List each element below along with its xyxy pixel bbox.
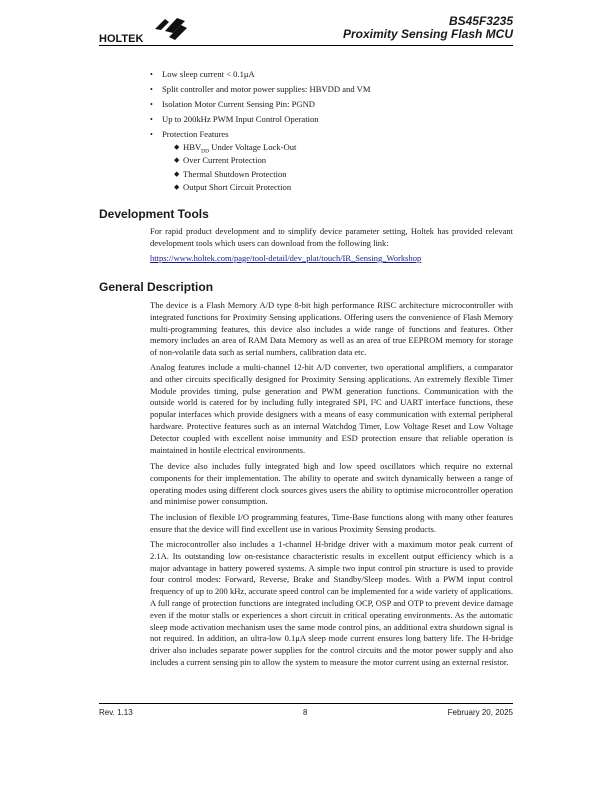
footer-revision: Rev. 1.13 [99,708,133,717]
development-tools-text: For rapid product development and to simplify device parameter setting, Holtek has provided relevant development tools which users can download from the following link: [150,226,513,248]
paragraph: The device is a Flash Memory A/D type 8-bit high performance RISC architecture microcontroller with integrated functions for Proximity Sensing applications. Offering users the convenience of Flash Memory multi-programming features, this device also includes a wide range of functions and features. Other memory includes an area of RAM Data Memory as well as an area of true EEPROM memory for storage of non-volatile data such as serial numbers, calibration data etc. [150,300,513,358]
list-item: • Up to 200kHz PWM Input Control Operation [150,114,319,124]
tool-download-link[interactable]: https://www.holtek.com/page/tool-detail/dev_plat/touch/IR_Sensing_Workshop [150,253,422,263]
document-title-block [343,15,513,41]
list-item: ◆ Over Current Protection [174,155,267,166]
section-heading-general-description: General Description [99,280,214,294]
bullet-icon: • [150,130,153,139]
list-item: ◆ Thermal Shutdown Protection [174,168,287,179]
paragraph: Analog features include a multi-channel 12-bit A/D converter, two operational amplifiers, a comparator and other circuits specifically designed for Proximity Sensing applications. An extremely flexible Timer Module provides timing, pulse generation and PWM generation functions. Communication with the outside world is catered for by including fully integrated SPI, I²C and UART interface functions, these popular interfaces which provide designers with a means of easy communication with external peripheral hardware. Protective features such as an internal Watchdog Timer, Low Voltage Reset and Low Voltage Detector coupled with excellent noise immunity and ESD protection ensure that reliable operation is maintained in hostile electrical environments. [150,362,513,455]
footer-divider [99,703,513,704]
paragraph: The device also includes fully integrated high and low speed oscillators which require no external components for their implementation. The ability to operate and switch dynamically between a range of operating modes using different clock sources gives users the ability to optimise microcontroller operation and minimise power consumption. [150,461,513,507]
list-item: ◆ Output Short Circuit Protection [174,181,292,192]
bullet-icon: • [150,100,153,109]
diamond-bullet-icon: ◆ [174,169,180,178]
svg-text:HOLTEK: HOLTEK [99,33,144,45]
paragraph: The microcontroller also includes a 1-channel H-bridge driver with a maximum motor peak current of 2.1A. Its outstanding low on-resistance characteristic results in excellent output efficiency which is a major advantage in battery powered systems. A simple two input control pin structure is used to provide four control modes: Forward, Reverse, Brake and Standby/Sleep modes. With a PWM input control frequency of up to 200 kHz, accurate speed control can be implemented for a wide variety of applications. A full range of protection functions are integrated including OCP, OSP and OTP to prevent device damage even if the motor stalls or experiences a short circuit in critical operating environments. As the automatic sleep mode activation mechanism uses the same mode control pins, an additional extra shutdown signal is not required. In addition, an ultra-low 0.1μA sleep mode current ensures long battery life. The H-bridge driver also includes separate power supplies for the control circuits and the motor power supply and also includes a current sensing pin to allow the system to measure the motor current using an external resistor. [150,539,513,667]
part-number: BS45F3235 [448,14,513,28]
footer-date: February 20, 2025 [447,708,513,717]
footer-page-number: 8 [303,708,308,717]
bullet-icon: • [150,70,153,79]
doc-title: Proximity Sensing Flash MCU [342,27,513,41]
protection-sublist [162,142,515,195]
bullet-icon: • [150,85,153,94]
diamond-bullet-icon: ◆ [174,182,180,191]
diamond-bullet-icon: ◆ [174,143,180,151]
paragraph: The inclusion of flexible I/O programming features, Time-Base functions along with many other features ensure that the device will find excellent use in various Proximity Sensing products. [150,512,513,534]
list-item: • Isolation Motor Current Sensing Pin: PGND [150,99,316,109]
bullet-icon: • [150,115,153,124]
development-tools-link-line [150,253,513,265]
section-heading-development-tools: Development Tools [99,207,209,221]
list-item: • Split controller and motor power supplies: HBVDD and VM [150,84,371,94]
header-divider [99,45,513,46]
list-item: • Low sleep current < 0.1μA [150,69,255,79]
list-item: • Protection Features ◆ $HBV_{DD}$ Under Voltage Lock-Out ◆ Over Current Protection ◆ Thermal Shutdown Protection ◆ Output Short Circuit Protection [150,129,515,195]
list-item: ◆ $HBV_{DD}$ Under Voltage Lock-Out [174,142,297,155]
feature-list [150,69,515,195]
diamond-bullet-icon: ◆ [174,156,180,165]
holtek-logo [99,15,189,45]
page-header [99,12,513,46]
